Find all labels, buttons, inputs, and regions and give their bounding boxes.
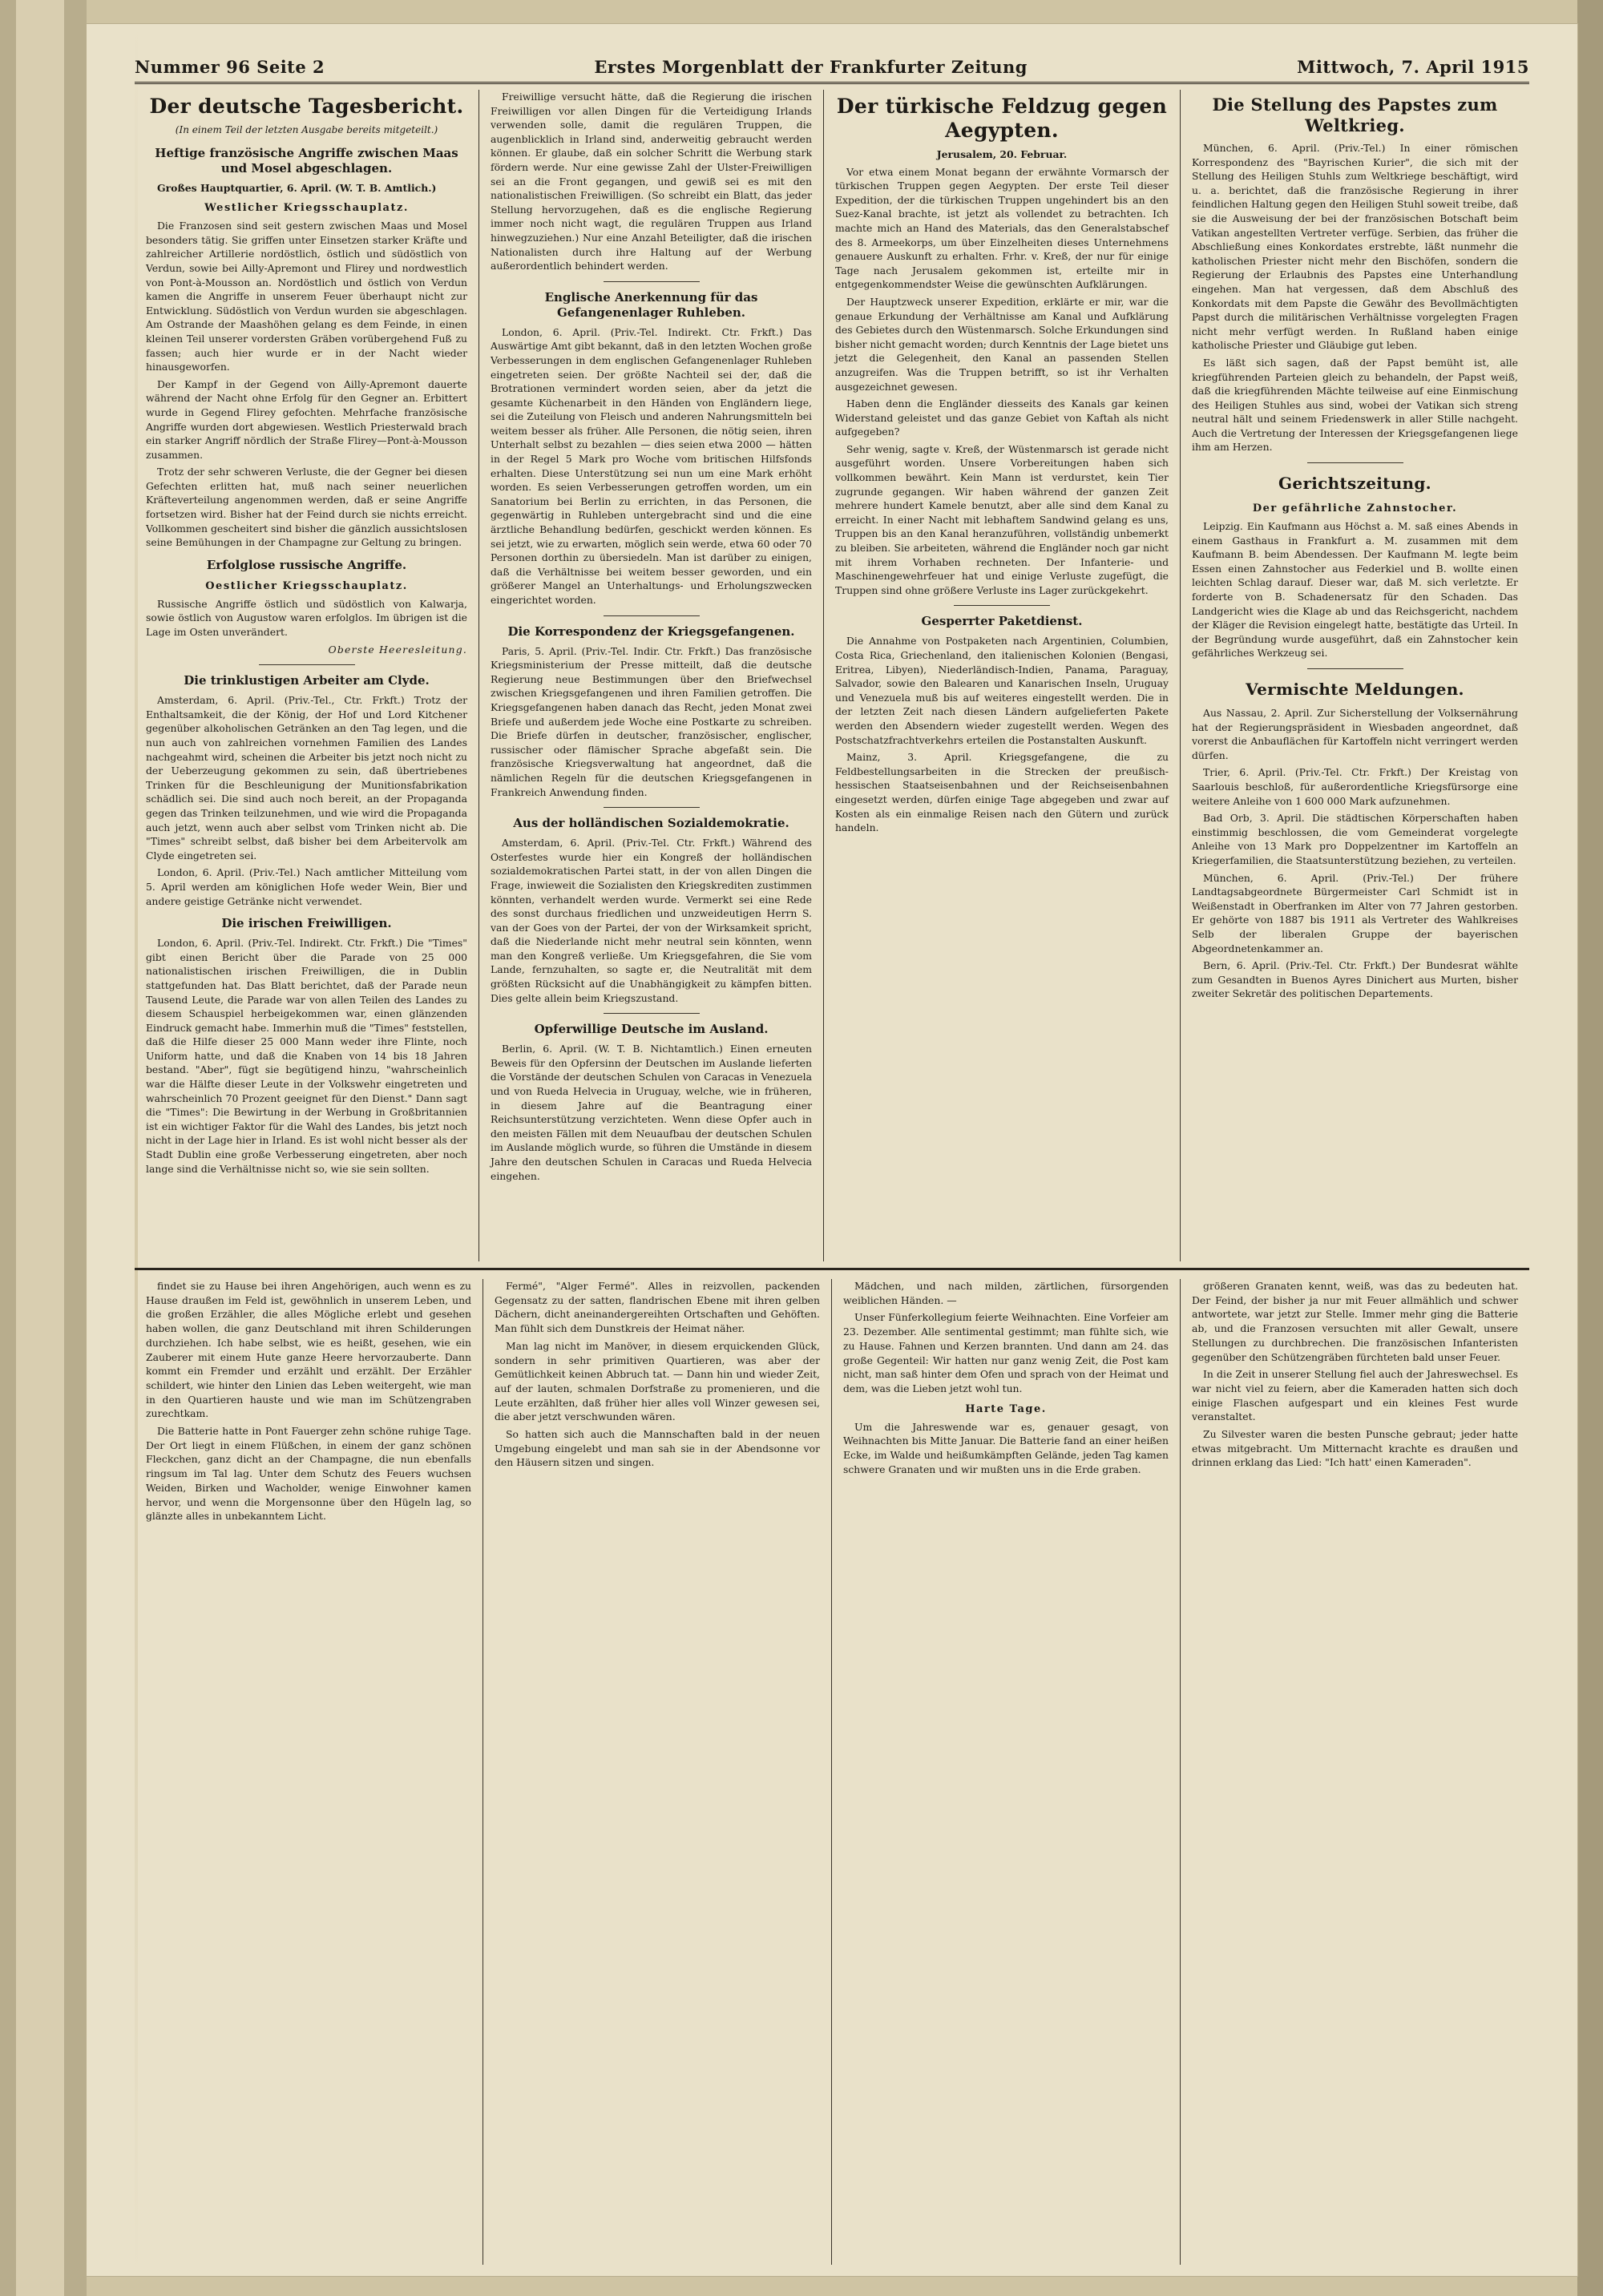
dateline: Jerusalem, 20. Februar. — [936, 148, 1068, 160]
paragraph: London, 6. April. (Priv.-Tel. Indirekt. Ctr. Frkft.) Das Auswärtige Amt gibt bekannt, daß in den letzten Wochen große Verbesserungen in dem englischen Gefangenenlager Ruhleben eingetreten seien. Der größte Nachteil sei der, daß die Brotrationen vermindert worden seien, aber da jetzt die gesamte Küchenarbeit in den Händen von Engländern liege, sei die Zuteilung von Fleisch und anderen Nahrungsmitteln bei weitem besser als früher. Alle Personen, die nötig seien, ihren Unterhalt selbst zu bezahlen — dies seien etwa 2000 — hätten in der Regel 5 Mark pro Woche vom britischen Hilfsfonds erhalten. Diese Unterstützung sei nun um eine Mark erhöht worden. Es seien Verbesserungen getroffen worden, um ein Sanatorium bei Berlin zu errichten, in das Personen, die gegenwärtig in Ruhleben untergebracht sind und die eine ärztliche Behandlung bedürfen, geschickt werden können. Es sei jetzt, wie zu erwarten, möglich sein werde, etwa 60 oder 70 Personen dorthin zu übersiedeln. Man ist darüber zu einigen, daß die Verhältnisse bei weitem besser geworden, und ein größerer Mangel an Unterhaltungs- und Erholungszwecken eingerichtet worden. — [491, 325, 812, 606]
issue-number: Nummer 96 Seite 2 — [135, 57, 325, 77]
article-title-aegypten: Der türkische Feldzug gegen Aegypten. — [836, 95, 1168, 142]
paragraph: Unser Fünferkollegium feierte Weihnachten. Eine Vorfeier am 23. Dezember. Alle sentimental gestimmt; man fühlte sich, wie zu Hause. Fahnen und Kerzen brannten. Und dann am 24. das große Gegenteil: Wir hatten nur ganz wenig Zeit, die Post kam nicht, man saß hinter dem Ofen und sprach von der Heimat und dem, was die Lieben jetzt wohl tun. — [843, 1311, 1169, 1394]
paragraph: Aus Nassau, 2. April. Zur Sicherstellung der Volksernährung hat der Regierungspräsident in Wiesbaden angeordnet, daß vorerst die Anbauflächen für Kartoffeln nicht verringert werden dürfen. — [1192, 707, 1518, 761]
paragraph: Trier, 6. April. (Priv.-Tel. Ctr. Frkft.) Der Kreistag von Saarlouis beschloß, für außerordentliche Kriegsfürsorge eine weitere Anleihe von 1 600 000 Mark aufzunehmen. — [1192, 766, 1518, 807]
book-gutter — [0, 0, 87, 2296]
divider — [1307, 668, 1403, 669]
paragraph: größeren Granaten kennt, weiß, was das zu bedeuten hat. Der Feind, der bisher ja nur mit Feuer allmählich und schwer antwortete, war jetzt zur Stelle. Immer mehr ging die Batterie ab, und die Franzosen versuchten mit aller Gewalt, unsere Stellungen zu durchbrechen. Die französischen Infanteristen gegenüber den Schützengräben fürchteten bald unser Feuer. — [1192, 1280, 1518, 1363]
paragraph: Bad Orb, 3. April. Die städtischen Körperschaften haben einstimmig beschlossen, die vom Gemeinderat vorgelegte Anleihe von 13 Mark pro Doppelzentner im Kartoffeln an Kriegerfamilien, die Staatsunterstützung beziehen, zu verteilen. — [1192, 812, 1518, 866]
subheading-harte-tage: Harte Tage. — [965, 1402, 1047, 1415]
section-title-meldungen: Vermischte Meldungen. — [1246, 680, 1464, 699]
article-headline: Heftige französische Angriffe zwischen Maas und Mosel abgeschlagen. — [155, 145, 458, 176]
article-title-zahnstocher: Der gefährliche Zahnstocher. — [1252, 502, 1458, 515]
signature: Oberste Heeresleitung. — [328, 643, 467, 656]
column-3 — [824, 90, 1181, 1261]
feuilleton-column-1 — [135, 1279, 483, 2265]
column-2 — [479, 90, 824, 1261]
paragraph: London, 6. April. (Priv.-Tel.) Nach amtlicher Mitteilung vom 5. April werden am königlichen Hofe weder Wein, Bier und andere geistige Getränke nicht verwendet. — [146, 866, 467, 907]
feuilleton-divider — [135, 1268, 1529, 1270]
paragraph: So hatten sich auch die Mannschaften bald in der neuen Umgebung eingelebt und man sah sie in der Abendsonne vor den Häusern sitzen und singen. — [495, 1428, 820, 1469]
paragraph: Trotz der sehr schweren Verluste, die der Gegner bei diesen Gefechten erlitten hat, muß nach seiner neuerlichen Kräfteverteilung angenommen werden, daß er seine Angriffe fortsetzen wird. Bisher hat der Feind durch sie nichts erreicht. Vollkommen gescheitert sind bisher die gänzlich aussichtslosen seine Bemühungen in der Champagne zur Geltung zu bringen. — [146, 466, 467, 549]
paragraph: Fermé", "Alger Fermé". Alles in reizvollen, packenden Gegensatz zu der satten, flandrischen Ebene mit ihren gelben Dächern, dicht aneinandergereihten Ortschaften und Gehöften. Man fühlt sich dem Dunstkreis der Heimat näher. — [495, 1280, 820, 1335]
article-title-papst: Die Stellung des Papstes zum Weltkrieg. — [1212, 95, 1498, 135]
article-title-irish: Die irischen Freiwilligen. — [221, 916, 392, 931]
section-title-gericht: Gerichtszeitung. — [1278, 474, 1431, 494]
paragraph: Es läßt sich sagen, daß der Papst bemüht ist, alle kriegführenden Parteien gleich zu behandeln, der Papst weiß, daß die kriegführenden Mächte teilweise auf eine Einmischung des Heiligen Stuhles aus sind, wobei der Vatikan sich streng neutral hält und seinem Friedenswerk in aller Stille nachgeht. Auch die Vertretung der Interessen der Kriegsgefangenen liege ihm am Herzen. — [1192, 356, 1518, 454]
paragraph: Leipzig. Ein Kaufmann aus Höchst a. M. saß eines Abends in einem Gasthaus in Frankfurt a. M. zusammen mit dem Kaufmann B. beim Abendessen. Der Kaufmann M. legte beim Essen einen Zahnstocher aus Federkiel und B. wollte einen leichten Schlag darauf. Dieser war, daß M. sich verletzte. Er forderte von B. Schadenersatz für den Schaden. Das Landgericht wies die Klage ab und das Reichsgericht, nachdem der Kläger die Revision eingelegt hatte, bestätigte das Urteil. In der Begründung wurde ausgeführt, daß ein Zahnstocher kein gefährliches Werkzeug sei. — [1192, 520, 1518, 660]
article-headline-east: Erfolglose russische Angriffe. — [206, 557, 407, 572]
article-title-tagesbericht: Der deutsche Tagesbericht. — [149, 95, 464, 118]
paragraph: München, 6. April. (Priv.-Tel.) Der frühere Landtagsabgeordnete Bürgermeister Carl Schmidt ist in Weißenstadt in Oberfranken im Alter von 77 Jahren gestorben. Er gehörte von 1887 bis 1911 als Vertreter des Wahlkreises Selb der liberalen Gruppe der bayerischen Abgeordnetenkammer an. — [1192, 871, 1518, 954]
paragraph: München, 6. April. (Priv.-Tel.) In einer römischen Korrespondenz des "Bayrischen Kurier", die sich mit der Stellung des Heiligen Stuhls zum Weltkriege beschäftigt, wird u. a. berichtet, daß die französische Regierung in ihrer feindlichen Haltung gegen den Heiligen Stuhl soweit treibe, daß sie die Ausweisung der bei der französischen Botschaft beim Vatikan angestellten Vertreter verfüge. Serbien, das früher die Abschließung eines Konkordates erstrebte, läßt nunmehr die katholischen Priester nicht mehr den Bischöfen, sondern die Regierung der Erlaubnis des Papstes eine Unterhandlung eingehen. Man hat vergessen, daß dem Abschluß des Konkordats mit dem Papste die Gewähr des Bevollmächtigten Papst durch die militärischen Verhältnisse vorgelegten Fragen nicht mehr verfügt werden. In Rußland haben einige katholische Priester und Gläubige gut leben. — [1192, 142, 1518, 352]
paragraph: Paris, 5. April. (Priv.-Tel. Indir. Ctr. Frkft.) Das französische Kriegsministerium der Presse mitteilt, daß die deutsche Regierung neue Bestimmungen über den Briefwechsel zwischen Kriegsgefangenen und ihren Familien getroffen. Die Kriegsgefangenen haben danach das Recht, jeden Monat zwei Briefe und außerdem jede Woche eine Postkarte zu schreiben. Die Briefe dürfen in deutscher, französischer, englischer, russischer oder flämischer Sprache abgefaßt sein. Die französische Kriegsverwaltung hat angeordnet, daß die nämlichen Regeln für die deutschen Kriegsgefangenen in Frankreich Anwendung finden. — [491, 644, 812, 798]
paragraph: findet sie zu Hause bei ihren Angehörigen, auch wenn es zu Hause draußen im Feld ist, gewöhnlich in unserem Leben, und die großen Erzähler, die alles Mögliche erlebt und gesehen haben wollen, die ganz Deutschland mit ihren Schilderungen durchziehen. Ich habe selbst, wie es heißt, gesehen, wie ein Zauberer mit einem Hute ganze Heere hervorzauberte. Dann kommt ein Fremder und erzählt und erzählt. Der Erzähler schildert, wie hinter den Linien das Leben weitergeht, wie man in den Quartieren hauste und wie man im Schützengraben zurechtkam. — [146, 1280, 471, 1420]
paragraph: Um die Jahreswende war es, genauer gesagt, von Weihnachten bis Mitte Januar. Die Batterie fand an einer heißen Ecke, im Walde und heißumkämpften Gelände, jeden Tag kamen schwere Granaten und wir mußten uns in die Erde graben. — [843, 1420, 1169, 1475]
paragraph: Die Batterie hatte in Pont Fauerger zehn schöne ruhige Tage. Der Ort liegt in einem Flüßchen, in einem der ganz schönen Fleckchen, ganz dicht an der Champagne, die nun ebenfalls ringsum im Tal lag. Unter dem Schutz des Feuers wuchsen Weiden, Birken und Wacholder, wenige Einwohner kamen hervor, und wenn die Morgensonne über den Hügeln lag, so glänzte alles in unbekanntem Licht. — [146, 1425, 471, 1523]
paragraph: Russische Angriffe östlich und südöstlich von Kalwarja, sowie östlich von Augustow waren erfolglos. Im übrigen ist die Lage im Osten unverändert. — [146, 597, 467, 639]
article-title-sozialdemokratie: Aus der holländischen Sozialdemokratie. — [513, 816, 789, 831]
article-title-opferwillige: Opferwillige Deutsche im Ausland. — [534, 1022, 769, 1037]
page-edge — [1577, 0, 1603, 2296]
section-east: Oestlicher Kriegsschauplatz. — [205, 579, 408, 592]
paragraph: Die Annahme von Postpaketen nach Argentinien, Columbien, Costa Rica, Griechenland, den italienischen Kolonien (Bengasi, Eritrea, Libyen), Niederländisch-Indien, Panama, Paraguay, Salvador, sowie den Balearen und Kanarischen Inseln, Uruguay und Venezuela muß bis auf weiteres eingestellt werden. Die in der letzten Zeit nach diesen Ländern aufgelieferten Pakete werden den Absendern wieder zugestellt werden. Wegen des Postschatzfrachtverkehrs erteilen die Postanstalten Auskunft. — [835, 635, 1169, 746]
column-4 — [1181, 90, 1529, 1261]
paragraph: Zu Silvester waren die besten Punsche gebraut; jeder hatte etwas mitgebracht. Um Mitternacht krachte es draußen und drinnen erklang das Lied: "Ich hatt' einen Kameraden". — [1192, 1428, 1518, 1469]
section-west: Westlicher Kriegsschauplatz. — [204, 202, 409, 215]
divider — [604, 1013, 700, 1014]
article-note: (In einem Teil der letzten Ausgabe bereits mitgeteilt.) — [175, 124, 438, 135]
article-title-paketdienst: Gesperrter Paketdienst. — [921, 614, 1083, 629]
paragraph: Amsterdam, 6. April. (Priv.-Tel., Ctr. Frkft.) Trotz der Enthaltsamkeit, die der König, der Hof und Lord Kitchener gegenüber alkoholischen Getränken an den Tag legen, und die nun auch von zahlreichen vornehmen Familien des Landes nachgeahmt wird, scheinen die Arbeiter bis jetzt noch nicht zu der Ueberzeugung gekommen zu sein, daß übertriebenes Trinken für die Beschleunigung der Munitionsfabrikation schädlich sei. Die sind auch noch bereit, an der Propaganda gegen das Trinken teilzunehmen, und wie wird die Propaganda auch jetzt, wenn auch aber selbst vom Trinken nicht ab. Die "Times" schreibt selbst, daß bisher bei dem Arbeitervolk am Clyde eingetreten sei. — [146, 694, 467, 862]
dateline: Großes Hauptquartier, 6. April. (W. T. B. Amtlich.) — [157, 181, 437, 194]
paragraph: Bern, 6. April. (Priv.-Tel. Ctr. Frkft.) Der Bundesrat wählte zum Gesandten in Buenos Ayres Dinichert aus Murten, bisher zweiter Sekretär des politischen Departements. — [1192, 959, 1518, 1000]
divider — [604, 807, 700, 808]
article-title-ruhleben: Englische Anerkennung für das Gefangenenlager Ruhleben. — [544, 289, 758, 320]
paragraph: Mädchen, und nach milden, zärtlichen, fürsorgenden weiblichen Händen. — — [843, 1280, 1169, 1306]
feuilleton-column-3 — [832, 1279, 1181, 2265]
paragraph: Die Franzosen sind seit gestern zwischen Maas und Mosel besonders tätig. Sie griffen unter Einsetzen starker Kräfte und zahlreicher Artillerie nordöstlich, östlich und südöstlich von Verdun, sowie bei Ailly-Apremont und Flirey und nordwestlich von Pont-à-Mousson an. Nordöstlich und östlich von Verdun kamen die Angriffe in unserem Feuer überhaupt nicht zur Entwicklung. Südöstlich von Verdun wurden sie abgeschlagen. Am Ostrande der Maashöhen gelang es dem Feinde, in einen kleinen Teil unserer vordersten Gräben vorübergehend Fuß zu fassen; auch hier wurde er in der Nacht wieder hinausgeworfen. — [146, 220, 467, 373]
divider — [954, 605, 1050, 606]
article-title-clyde: Die trinklustigen Arbeiter am Clyde. — [184, 673, 430, 688]
paragraph: Freiwillige versucht hätte, daß die Regierung die irischen Freiwilligen vor allen Dingen für die Verteidigung Irlands verwenden solle, damit die regulären Truppen, die augenblicklich in Irland sind, anderweitig gebraucht werden können. Er glaube, daß ein solcher Schritt die Werbung stark fördern werde. Nur eine gewisse Zahl der Ulster-Freiwilligen sei an die Front gegangen, und gewiß sei es mit den nationalistischen Freiwilligen. (So schreibt ein Blatt, das jeder Stellung hervorzugehen, daß es die englische Regierung immer noch nicht wagt, die regulären Truppen aus Irland hinwegzuziehen.) Nur eine Anzahl Beteiligter, daß die irischen Nationalisten durch ihre Haltung auf der Werbung außerordentlich behindert werden. — [491, 91, 812, 272]
divider — [604, 281, 700, 282]
feuilleton-column-4 — [1181, 1279, 1529, 2265]
paragraph: Der Kampf in der Gegend von Ailly-Apremont dauerte während der Nacht ohne Erfolg für den Gegner an. Erbittert wurde in Gegend Flirey gefochten. Mehrfache französische Angriffe wurden dort abgewiesen. Westlich Priesterwald brach ein starker Angriff nördlich der Straße Flirey—Pont-à-Mousson zusammen. — [146, 377, 467, 461]
paragraph: Man lag nicht im Manöver, in diesem erquickenden Glück, sondern in sehr primitiven Quartieren, was aber der Gemütlichkeit keinen Abbruch tat. — Dann hin und wieder Zeit, auf der lauten, schmalen Dorfstraße zu promenieren, und die Leute erzählten, daß früher hier alles voll Winzer gewesen sei, die aber jetzt verschwunden wären. — [495, 1339, 820, 1423]
divider — [1307, 462, 1403, 463]
issue-date: Mittwoch, 7. April 1915 — [1297, 57, 1529, 77]
divider — [604, 615, 700, 616]
divider — [259, 664, 355, 665]
paragraph: Vor etwa einem Monat begann der erwähnte Vormarsch der türkischen Truppen gegen Aegypten. Der erste Teil dieser Expedition, der die türkischen Truppen ungehindert bis an den Suez-Kanal brachte, ist jetzt als vollendet zu betrachten. Ich machte mich an Hand des Materials, das den Generalstabschef des 8. Armeekorps, um über Einzelheiten dieses Unternehmens genauere Auskunft zu erhalten. Frhr. v. Kreß, der nur für einige Tage nach Jerusalem gekommen ist, erteilte mir in entgegenkommendster Weise die gewünschten Aufklärungen. — [835, 165, 1169, 291]
newspaper-page — [87, 24, 1577, 2276]
page-header — [135, 42, 1529, 84]
paragraph: Berlin, 6. April. (W. T. B. Nichtamtlich.) Einen erneuten Beweis für den Opfersinn der Deutschen im Auslande lieferten die Vorstände der deutschen Schulen von Caracas in Venezuela und von Rueda Helvecia in Uruguay, welche, wie in früheren, in diesem Jahre auf die Beantragung einer Reichsunterstützung verzichteten. Wenn diese Opfer auch in den meisten Fällen mit dem Neuaufbau der deutschen Schulen im Auslande möglich wurde, so führen die Umstände in diesem Jahre den deutschen Schulen in Caracas und Rueda Helvecia eingehen. — [491, 1043, 812, 1182]
paragraph: Amsterdam, 6. April. (Priv.-Tel. Ctr. Frkft.) Während des Osterfestes wurde hier ein Kongreß der holländischen sozialdemokratischen Partei statt, in der von allen Dingen die Frage, inwieweit die Sozialisten den Kriegskrediten zustimmen könnten, verhandelt werden wurde. Vermerkt sei eine Rede des sonst durchaus friedlichen und unzweideutigen Herrn S. van der Goes von der Partei, der von der Wirksamkeit spricht, daß die Niederlande nicht mehr neutral sein könnten, wenn man den Kongreß verließe. Um Kriegsgefahren, die Sie vom Lande, fernzuhalten, so sagte er, die Neutralität mit dem größten Rücksicht auf die Unabhängigkeit zu kämpfen bitten. Dies gelte allein beim Kriegszustand. — [491, 837, 812, 1004]
paragraph: Mainz, 3. April. Kriegsgefangene, die zu Feldbestellungsarbeiten in die Strecken der preußisch-hessischen Staatseisenbahnen und der Reichseisenbahnen eingesetzt werden, dürfen einige Tage abgegeben und zwar auf Kosten als ein einmalige Reisen nach den Gütern und zurück handeln. — [835, 751, 1169, 834]
paragraph: Der Hauptzweck unserer Expedition, erklärte er mir, war die genaue Erkundung der Verhältnisse am Kanal und Aufklärung des Gebietes durch den Wüstenmarsch. Solche Erkundungen sind bisher nicht gemacht worden; durch Kenntnis der Lage bietet uns jetzt die Gelegenheit, den Kanal an passenden Stellen anzugreifen. Was die Truppen betrifft, so ist ihr Verhalten ausgezeichnet gewesen. — [835, 295, 1169, 393]
gutter-binding — [16, 0, 64, 2296]
article-title-korrespondenz: Die Korrespondenz der Kriegsgefangenen. — [507, 623, 795, 639]
column-1 — [135, 90, 479, 1261]
paragraph: London, 6. April. (Priv.-Tel. Indirekt. Ctr. Frkft.) Die "Times" gibt einen Bericht über die Parade von 25 000 nationalistischen irischen Freiwilligen, die in Dublin stattgefunden hat. Das Blatt berichtet, daß der Parade neun Tausend Leute, die Parade war von allen Teilen des Landes zu diesem Schauspiel herbeigekommen war, einen glänzenden Eindruck gemacht habe. Immerhin muß die "Times" feststellen, daß die Hilfe dieser 25 000 Mann weder ihre Flinte, noch Uniform hatte, und daß die Knaben von 14 bis 18 Jahren bestand. "Aber", fügt sie begütigend hinzu, "wahrscheinlich war die Hälfte dieser Leute in der Volkswehr eingetreten und wahrscheinlich 70 Prozent geeignet für den Dienst." Dann sagt die "Times": Die Bewirtung in der Werbung in Großbritannien ist ein wichtiger Faktor für die Wahl des Landes, bis jetzt noch nicht in der Lage hier in Irland. Es ist wohl nicht besser als der Stadt Dublin eine große Verbesserung eingetreten, aber noch lange sind die Verhältnisse nicht so, wie sie sein sollten. — [146, 937, 467, 1175]
masthead: Erstes Morgenblatt der Frankfurter Zeitung — [594, 57, 1028, 77]
feuilleton-column-2 — [483, 1279, 832, 2265]
paragraph: Haben denn die Engländer diesseits des Kanals gar keinen Widerstand geleistet und das ganze Gebiet von Kaftah als nicht aufgegeben? — [835, 397, 1169, 438]
paragraph: Sehr wenig, sagte v. Kreß, der Wüstenmarsch ist gerade nicht ausgeführt worden. Unsere Vorbereitungen haben sich vollkommen bewährt. Kein Mann ist verdurstet, kein Tier zugrunde gegangen. Wir haben während der ganzen Zeit mehrere hundert Kamele benutzt, aber alle sind dem Kanal zu erreicht. In einer Nacht mit lebhaftem Sandwind gelang es uns, Truppen bis an den Kanal heranzuführen, vollständig unbemerkt zu bleiben. Sie arbeiteten, während die Engländer noch gar nicht mit ihrem Vorhaben rechneten. Der Infanterie- und Maschinengewehrfeuer hat und einige Verluste zugefügt, die Truppen sind ohne größere Verluste ins Lager zurückgekehrt. — [835, 442, 1169, 596]
paragraph: In die Zeit in unserer Stellung fiel auch der Jahreswechsel. Es war nicht viel zu feiern, aber die Kameraden hatten sich doch einige Flaschen aufgespart und ein kleines Fest wurde veranstaltet. — [1192, 1368, 1518, 1423]
